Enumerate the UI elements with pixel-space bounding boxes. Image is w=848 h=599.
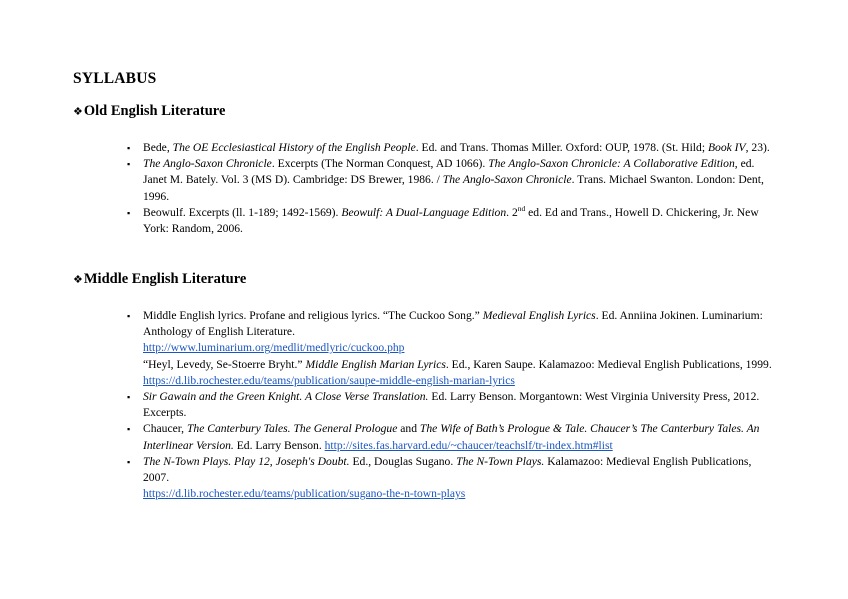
list-item	[127, 389, 772, 421]
list-item	[127, 156, 772, 205]
italic-title: Beowulf: A Dual-Language Edition	[341, 205, 507, 219]
entry-text: Ed. Larry Benson.	[233, 438, 325, 452]
entry-text: . Ed., Karen Saupe. Kalamazoo: Medieval English Publications, 1999.	[445, 357, 772, 371]
entry-text: Kalamazoo: Medieval English Publications, 2007.	[143, 454, 752, 485]
section-heading-label: Old English Literature	[83, 103, 226, 119]
entry-text: Bede,	[143, 141, 173, 154]
diamond-bullet-icon: ❖	[73, 274, 83, 286]
italic-title: The Anglo-Saxon Chronicle	[442, 173, 572, 187]
list-item	[127, 421, 772, 453]
old-english-reading-list	[127, 140, 772, 237]
ordinal-suffix: nd	[517, 203, 526, 213]
entry-text: “Heyl, Levedy, Se-Stoerre Bryht.”	[143, 357, 306, 371]
entry-text: ed. Ed and Trans., Howell D. Chickering, Jr. New York: Random, 2006.	[143, 205, 759, 236]
list-item	[127, 140, 772, 156]
italic-title: The Canterbury Tales. The General Prologue	[186, 422, 398, 436]
italic-title: Medieval English Lyrics	[482, 309, 596, 322]
list-item	[127, 454, 772, 503]
page-title: SYLLABUS	[73, 70, 157, 87]
entry-text: and	[397, 422, 420, 436]
list-item	[127, 205, 772, 237]
entry-text: Chaucer,	[143, 422, 187, 436]
italic-title: Middle English Marian Lyrics	[305, 357, 446, 371]
middle-english-reading-list	[127, 308, 772, 502]
italic-title: The Anglo-Saxon Chronicle	[143, 157, 272, 171]
reference-link[interactable]: http://www.luminarium.org/medlit/medlyric/cuckoo.php	[143, 341, 405, 355]
entry-text: Ed., Douglas Sugano.	[349, 454, 457, 468]
italic-title: The Anglo-Saxon Chronicle: A Collaborative Edition	[488, 157, 735, 171]
reference-link[interactable]: https://d.lib.rochester.edu/teams/publication/sugano-the-n-town-plays	[143, 487, 466, 501]
italic-title: Book IV	[707, 141, 746, 154]
entry-text: Beowulf. Excerpts (ll. 1-189; 1492-1569).	[143, 205, 342, 219]
diamond-bullet-icon: ❖	[73, 106, 83, 118]
entry-text: , ed. Janet M. Bately. Vol. 3 (MS D). Cambridge: DS Brewer, 1986. /	[143, 157, 755, 187]
entry-text: . Ed. and Trans. Thomas Miller. Oxford: OUP, 1978. (St. Hild;	[415, 141, 708, 154]
section-heading-middle-english	[73, 271, 246, 288]
section-heading-label: Middle English Literature	[83, 271, 247, 287]
italic-title: The N-Town Plays. Play 12, Joseph's Doubt.	[143, 454, 350, 468]
entry-text: , 23).	[745, 141, 770, 154]
italic-title: The OE Ecclesiastical History of the English People	[172, 141, 416, 154]
italic-title: The N-Town Plays.	[456, 454, 545, 468]
entry-text: . 2	[506, 205, 518, 219]
entry-text: Middle English lyrics. Profane and religious lyrics. “The Cuckoo Song.”	[143, 309, 483, 322]
reference-link[interactable]: http://sites.fas.harvard.edu/~chaucer/teachslf/tr-index.htm#list	[324, 438, 613, 452]
italic-title: The Wife of Bath’s Prologue & Tale. Chaucer’s The Canterbury Tales. An Interlinear Version.	[143, 422, 760, 452]
italic-title: Sir Gawain and the Green Knight. A Close Verse Translation.	[143, 390, 429, 404]
entry-text: . Excerpts (The Norman Conquest, AD 1066).	[271, 157, 489, 171]
entry-text: Ed. Larry Benson. Morgantown: West Virginia University Press, 2012. Excerpts.	[143, 390, 760, 420]
entry-text: . Trans. Michael Swanton. London: Dent, 1996.	[143, 173, 764, 203]
list-item	[127, 308, 772, 389]
section-heading-old-english	[73, 103, 225, 120]
entry-text: . Ed. Anniina Jokinen. Luminarium: Anthology of English Literature.	[143, 309, 763, 339]
reference-link[interactable]: https://d.lib.rochester.edu/teams/publication/saupe-middle-english-marian-lyrics	[143, 373, 515, 387]
